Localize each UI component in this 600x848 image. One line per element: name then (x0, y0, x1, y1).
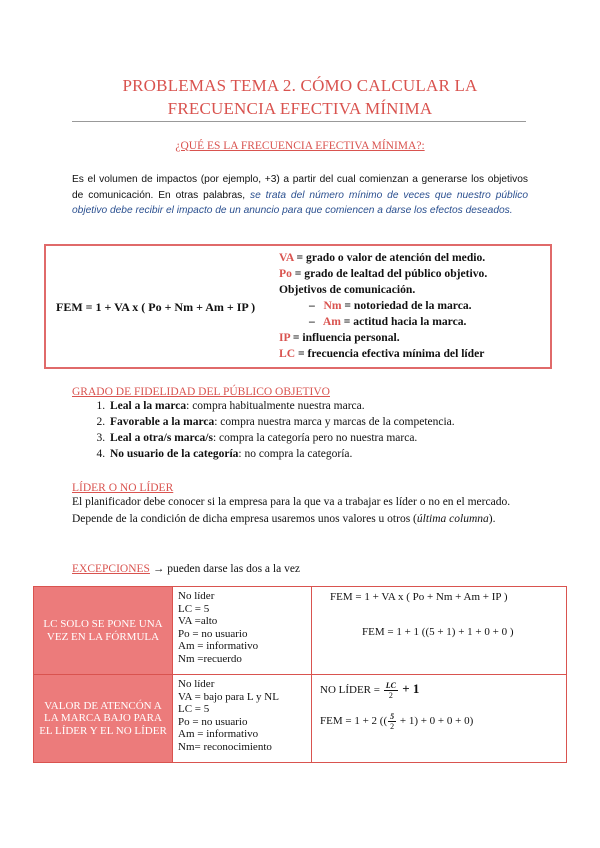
intro-paragraph: Es el volumen de impactos (por ejemplo, +3) a partir del cual comienzan a generarse los objetivos de comunicación. En otras palabras, se trata del número mínimo de veces que nuestro público objetivo debe recibir el impacto de un anuncio para que comiencen a darse los efectos deseados. (72, 174, 528, 216)
row1-formula-applied: FEM = 1 + 1 ((5 + 1) + 1 + 0 + 0 ) (362, 625, 514, 638)
legend-line: Po = grado de lealtad del público objetivo. (279, 267, 488, 280)
excepciones-table (33, 586, 567, 763)
legend-line: LC = frecuencia efectiva mínima del líder (279, 347, 485, 360)
title-divider (72, 121, 526, 122)
fidelidad-heading: GRADO DE FIDELIDAD DEL PÚBLICO OBJETIVO (72, 386, 330, 398)
legend-line: – Nm = notoriedad de la marca. (309, 299, 472, 312)
legend-abbr: IP (279, 331, 290, 344)
row2-formula-fem: FEM = 1 + 2 (( $\frac{5}{2}$ + 1) + 0 + 0 + 0) (320, 712, 474, 731)
excepciones-note: → pueden darse las dos a la vez (149, 563, 301, 575)
row2-formulas (312, 675, 567, 763)
list-item: 4. No usuario de la categoría: no compra la categoría. (108, 446, 542, 462)
row1-formulas (312, 587, 567, 675)
table-row (34, 675, 567, 763)
lider-heading: LÍDER O NO LÍDER (72, 482, 174, 494)
fraction-5-over-2: $\frac{5}{2}$ (390, 712, 395, 731)
row2-values: No líder VA = bajo para L y NL LC = 5 Po = no usuario Am = informativo Nm= reconocimiento (173, 675, 312, 763)
legend-abbr: Am (322, 315, 341, 328)
section-subtitle: ¿QUÉ ES LA FRECUENCIA EFECTIVA MÍNIMA?: (175, 140, 425, 152)
fem-formula: FEM = 1 + VA x ( Po + Nm + Am + IP ) (56, 300, 256, 314)
lider-section (72, 482, 530, 528)
row1-values: No líder LC = 5 VA =alto Po = no usuario Am = informativo Nm =recuerdo (173, 587, 312, 675)
excepciones-heading: EXCEPCIONES (72, 563, 150, 575)
legend-abbr: Nm (323, 299, 342, 312)
fraction-lc-over-2: $\frac{LC}{2}$ (385, 681, 396, 700)
table-row (34, 587, 567, 675)
row2-formula-nolider: NO LÍDER = $\frac{LC}{2}$ + 1 (320, 681, 420, 700)
lider-paragraph: El planificador debe conocer si la empresa para la que va a trabajar es líder o no en el mercado. Depende de la condición de dicha empresa usaremos unos valores u otros (última columna). (72, 496, 511, 525)
page-title: PROBLEMAS TEMA 2. CÓMO CALCULAR LA FRECUENCIA EFECTIVA MÍNIMA (122, 76, 478, 118)
legend-line: – Am = actitud hacia la marca. (309, 315, 467, 328)
legend-abbr: VA (279, 251, 294, 264)
list-item: 1. Leal a la marca: compra habitualmente nuestra marca. (108, 398, 542, 414)
row1-label: LC SOLO SE PONE UNA VEZ EN LA FÓRMULA (34, 587, 173, 675)
list-item: 2. Favorable a la marca: compra nuestra marca y marcas de la competencia. (108, 414, 542, 430)
legend-line: Objetivos de comunicación. (279, 283, 416, 296)
list-item: 3. Leal a otra/s marca/s: compra la categoría pero no nuestra marca. (108, 430, 542, 446)
legend-abbr: LC (279, 347, 296, 360)
fidelidad-list (72, 398, 542, 462)
row1-formula-general: FEM = 1 + VA x ( Po + Nm + Am + IP ) (330, 591, 508, 603)
legend-abbr: Po (279, 267, 292, 280)
row2-label: VALOR DE ATENCÓN A LA MARCA BAJO PARA EL LÍDER Y EL NO LÍDER (34, 675, 173, 763)
excepciones-heading-line (72, 561, 300, 578)
legend-line: VA = grado o valor de atención del medio. (279, 251, 486, 264)
fem-legend (279, 250, 487, 362)
legend-line: IP = influencia personal. (279, 331, 400, 344)
fidelidad-section (72, 386, 542, 462)
